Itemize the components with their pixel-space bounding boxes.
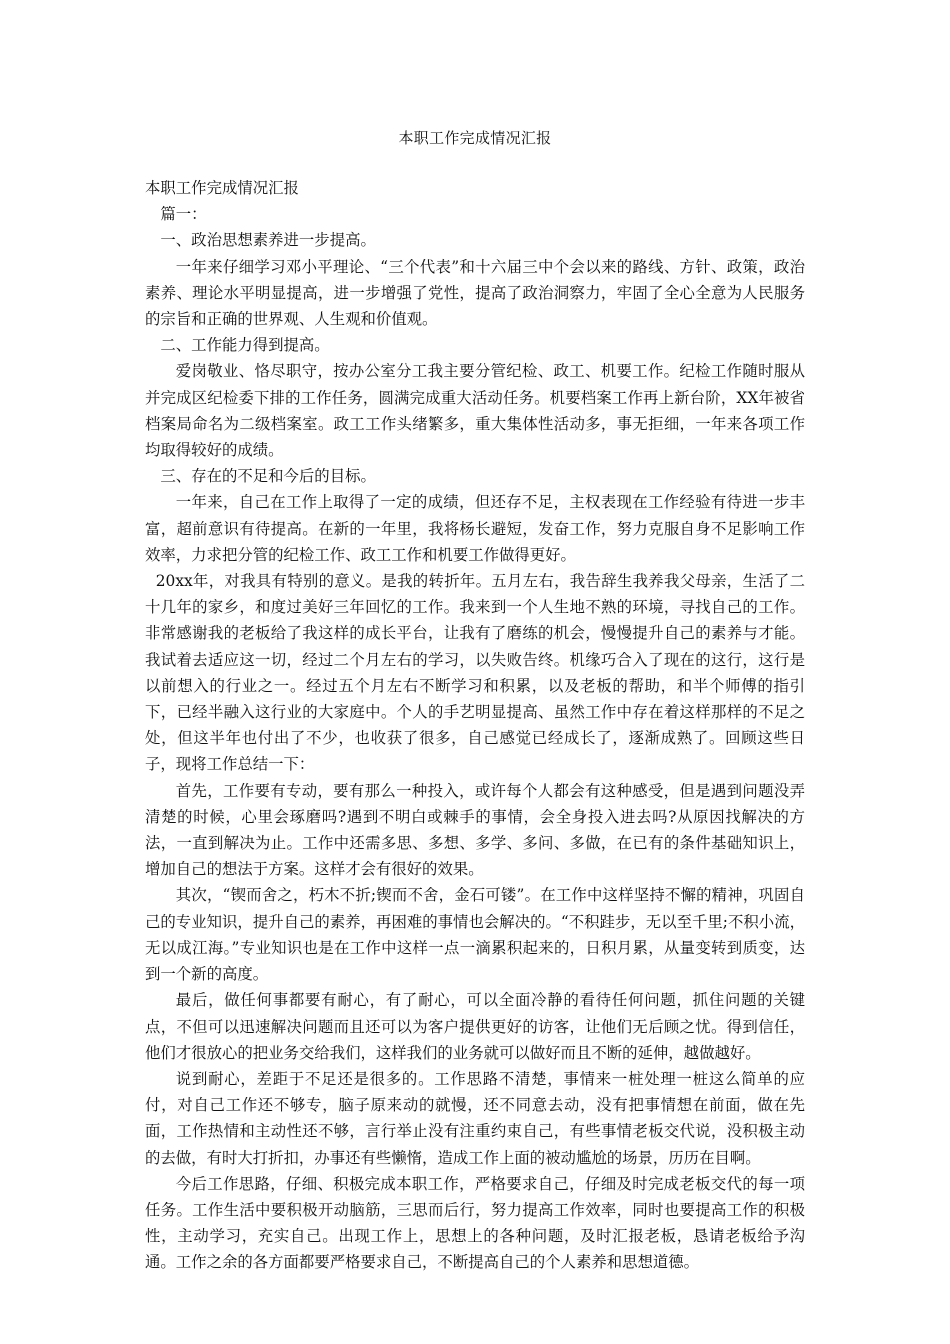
section-heading: 二、工作能力得到提高。 (160, 336, 330, 355)
closing-paragraph: 其次，“锲而舍之，朽木不折;锲而不舍，金石可镂”。在工作中这样坚持不懈的精神，巩固自己的专业知识，提升自己的素养，再困难的事情也会解决的。“不积跬步，无以至千里;不积小流，无以成江海。”专业知识也是在工作中这样一点一滴累积起来的，日积月累，从量变转到质变，达到一个新的高度。 (145, 886, 805, 984)
section-paragraph: 爱岗敬业、恪尽职守，按办公室分工我主要分管纪检、政工、机要工作。纪检工作随时服从并完成区纪检委下排的工作任务，圆满完成重大活动任务。机要档案工作再上新台阶，XX年被省档案局命名为二级档案室。政工工作头绪繁多，重大集体性活动多，事无拒细，一年来各项工作均取得较好的成绩。 (145, 362, 805, 460)
closing-paragraph: 首先，工作要有专动，要有那么一种投入，或许每个人都会有这种感受，但是遇到问题没弄清楚的时候，心里会琢磨吗?遇到不明白或棘手的事情，会全身投入进去吗?从原因找解决的方法，一直到解决为止。工作中还需多思、多想、多学、多问、多做，在已有的条件基础知识上，增加自己的想法于方案。这样才会有很好的效果。 (145, 781, 805, 879)
document-body (145, 175, 805, 1276)
section-heading: 一、政治思想素养进一步提高。 (160, 231, 376, 250)
section-heading: 三、存在的不足和今后的目标。 (160, 467, 376, 486)
closing-paragraph: 说到耐心，差距于不足还是很多的。工作思路不清楚，事情来一桩处理一桩这么简单的应付，对自己工作还不够专，脑子原来动的就慢，还不同意去动，没有把事情想在前面，做在先面，工作热情和主动性还不够，言行举止没有注重约束自己，有些事情老板交代说，没积极主动的去做，有时大打折扣，办事还有些懒惰，造成工作上面的被动尴尬的场景，历历在目啊。 (145, 1069, 805, 1167)
section-paragraph: 一年来仔细学习邓小平理论、“三个代表”和十六届三中个会以来的路线、方针、政策，政治素养、理论水平明显提高，进一步增强了党性，提高了政治洞察力，牢固了全心全意为人民服务的宗旨和正确的世界观、人生观和价值观。 (145, 257, 805, 329)
closing-paragraph: 最后，做任何事都要有耐心，有了耐心，可以全面冷静的看待任何问题，抓住问题的关键点，不但可以迅速解决问题而且还可以为客户提供更好的访客，让他们无后顾之忧。得到信任，他们才很放心的把业务交给我们，这样我们的业务就可以做好而且不断的延伸，越做越好。 (145, 991, 805, 1062)
closing-paragraph: 20xx年，对我具有特别的意义。是我的转折年。五月左右，我告辞生我养我父母亲，生活了二十几年的家乡，和度过美好三年回忆的工作。我来到一个人生地不熟的环境，寻找自己的工作。非常感谢我的老板给了我这样的成长平台，让我有了磨练的机会，慢慢提升自己的素养与才能。我试着去适应这一切，经过二个月左右的学习，以失败告终。机缘巧合入了现在的这行，这行是以前想入的行业之一。经过五个月左右不断学习和积累，以及老板的帮助，和半个师傅的指引下，已经半融入这行业的大家庭中。个人的手艺明显提高、虽然工作中存在着这样那样的不足之处，但这半年也付出了不少，也收获了很多，自己感觉已经成长了，逐渐成熟了。回顾这些日子，现将工作总结一下： (145, 572, 805, 774)
closing-paragraph: 今后工作思路，仔细、积极完成本职工作，严格要求自己，仔细及时完成老板交代的每一项任务。工作生活中要积极开动脑筋，三思而后行，努力提高工作效率，同时也要提高工作的积极性，主动学习，充实自己。出现工作上，思想上的各种问题，及时汇报老板，恳请老板给予沟通。工作之余的各方面都要严格要求自己，不断提高自己的个人素养和思想道德。 (145, 1174, 805, 1272)
section-paragraph: 一年来，自己在工作上取得了一定的成绩，但还存不足，主权表现在工作经验有待进一步丰富，超前意识有待提高。在新的一年里，我将杨长避短，发奋工作，努力克服自身不足影响工作效率，力求把分管的纪检工作、政工工作和机要工作做得更好。 (145, 493, 805, 564)
document-heading: 本职工作完成情况汇报 (145, 179, 299, 197)
document-title: 本职工作完成情况汇报 (398, 129, 552, 147)
part-label: 篇一： (160, 205, 207, 224)
